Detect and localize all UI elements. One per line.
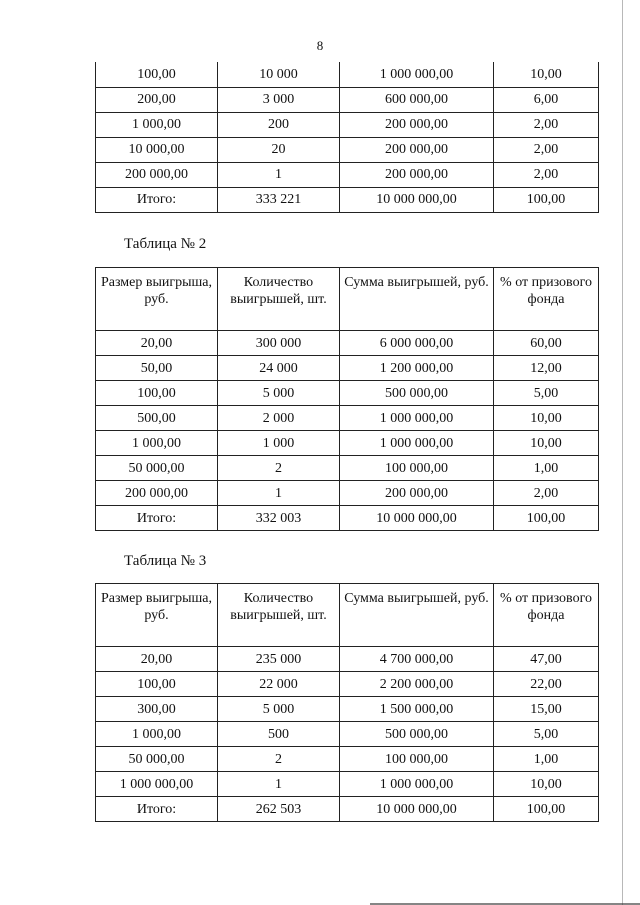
table-total-percent: 100,00 bbox=[494, 187, 599, 212]
column-header-prize-percent: % от призового фонда bbox=[494, 268, 599, 331]
page-number: 8 bbox=[316, 38, 324, 53]
table-cell-prize-size: 1 000,00 bbox=[96, 722, 218, 747]
prize-table-1 bbox=[95, 62, 599, 213]
table-row bbox=[96, 697, 599, 722]
table-cell-prize-sum: 200 000,00 bbox=[340, 112, 494, 137]
table-total-row bbox=[96, 187, 599, 212]
table-total-count: 332 003 bbox=[218, 506, 340, 531]
table-cell-prize-sum: 200 000,00 bbox=[340, 162, 494, 187]
table-cell-prize-count: 2 bbox=[218, 747, 340, 772]
table-cell-prize-percent: 47,00 bbox=[494, 647, 599, 672]
table-cell-prize-count: 20 bbox=[218, 137, 340, 162]
table-row bbox=[96, 381, 599, 406]
table-cell-prize-sum: 1 000 000,00 bbox=[340, 406, 494, 431]
table-total-sum: 10 000 000,00 bbox=[340, 187, 494, 212]
table-cell-prize-sum: 100 000,00 bbox=[340, 456, 494, 481]
table-cell-prize-count: 200 bbox=[218, 112, 340, 137]
table-cell-prize-sum: 600 000,00 bbox=[340, 87, 494, 112]
table-row bbox=[96, 456, 599, 481]
table-cell-prize-sum: 1 200 000,00 bbox=[340, 356, 494, 381]
column-header-prize-size: Размер выигрыша, руб. bbox=[96, 268, 218, 331]
table-cell-prize-size: 100,00 bbox=[96, 62, 218, 87]
prize-table-3-body bbox=[96, 647, 599, 822]
table-cell-prize-size: 200 000,00 bbox=[96, 481, 218, 506]
table-cell-prize-percent: 12,00 bbox=[494, 356, 599, 381]
scan-edge-line bbox=[622, 0, 623, 905]
table-cell-prize-size: 20,00 bbox=[96, 647, 218, 672]
table-cell-prize-sum: 6 000 000,00 bbox=[340, 331, 494, 356]
table-cell-prize-percent: 6,00 bbox=[494, 87, 599, 112]
table-cell-prize-count: 300 000 bbox=[218, 331, 340, 356]
table-cell-prize-percent: 60,00 bbox=[494, 331, 599, 356]
table-row bbox=[96, 162, 599, 187]
table-row bbox=[96, 747, 599, 772]
table-cell-prize-percent: 1,00 bbox=[494, 747, 599, 772]
table-cell-prize-sum: 1 000 000,00 bbox=[340, 772, 494, 797]
table-cell-prize-count: 22 000 bbox=[218, 672, 340, 697]
table-cell-prize-size: 1 000,00 bbox=[96, 431, 218, 456]
table-cell-prize-count: 1 bbox=[218, 772, 340, 797]
table-total-count: 333 221 bbox=[218, 187, 340, 212]
prize-table-2-body bbox=[96, 331, 599, 531]
table-cell-prize-size: 20,00 bbox=[96, 331, 218, 356]
table-cell-prize-count: 500 bbox=[218, 722, 340, 747]
table-total-row bbox=[96, 506, 599, 531]
table-header-row bbox=[96, 268, 599, 331]
table-cell-prize-size: 100,00 bbox=[96, 672, 218, 697]
table-cell-prize-size: 500,00 bbox=[96, 406, 218, 431]
column-header-prize-percent: % от призового фонда bbox=[494, 584, 599, 647]
table-cell-prize-sum: 1 500 000,00 bbox=[340, 697, 494, 722]
table-cell-prize-size: 50 000,00 bbox=[96, 456, 218, 481]
table-cell-prize-sum: 4 700 000,00 bbox=[340, 647, 494, 672]
table-cell-prize-percent: 1,00 bbox=[494, 456, 599, 481]
table-cell-prize-count: 10 000 bbox=[218, 62, 340, 87]
table-3-caption: Таблица № 3 bbox=[124, 553, 207, 569]
table-cell-prize-count: 2 000 bbox=[218, 406, 340, 431]
table-total-label: Итого: bbox=[96, 506, 218, 531]
table-cell-prize-size: 1 000,00 bbox=[96, 112, 218, 137]
table-cell-prize-percent: 10,00 bbox=[494, 772, 599, 797]
prize-table-1-body bbox=[96, 62, 599, 212]
table-cell-prize-count: 5 000 bbox=[218, 697, 340, 722]
table-cell-prize-percent: 10,00 bbox=[494, 406, 599, 431]
table-2-caption: Таблица № 2 bbox=[124, 236, 207, 252]
table-cell-prize-size: 200,00 bbox=[96, 87, 218, 112]
table-cell-prize-size: 50 000,00 bbox=[96, 747, 218, 772]
table-cell-prize-sum: 2 200 000,00 bbox=[340, 672, 494, 697]
table-row bbox=[96, 331, 599, 356]
table-row bbox=[96, 772, 599, 797]
table-cell-prize-count: 5 000 bbox=[218, 381, 340, 406]
table-cell-prize-count: 1 bbox=[218, 481, 340, 506]
table-total-sum: 10 000 000,00 bbox=[340, 506, 494, 531]
table-cell-prize-size: 300,00 bbox=[96, 697, 218, 722]
table-cell-prize-count: 24 000 bbox=[218, 356, 340, 381]
table-cell-prize-percent: 15,00 bbox=[494, 697, 599, 722]
prize-table-3 bbox=[95, 583, 599, 822]
column-header-prize-size: Размер выигрыша, руб. bbox=[96, 584, 218, 647]
table-header-row bbox=[96, 584, 599, 647]
table-cell-prize-size: 1 000 000,00 bbox=[96, 772, 218, 797]
table-cell-prize-percent: 10,00 bbox=[494, 62, 599, 87]
prize-table-2 bbox=[95, 267, 599, 531]
table-cell-prize-sum: 200 000,00 bbox=[340, 137, 494, 162]
column-header-prize-count: Количество выигрышей, шт. bbox=[218, 268, 340, 331]
table-total-percent: 100,00 bbox=[494, 506, 599, 531]
table-total-percent: 100,00 bbox=[494, 797, 599, 822]
table-cell-prize-size: 10 000,00 bbox=[96, 137, 218, 162]
table-cell-prize-size: 200 000,00 bbox=[96, 162, 218, 187]
table-cell-prize-count: 235 000 bbox=[218, 647, 340, 672]
table-cell-prize-count: 1 000 bbox=[218, 431, 340, 456]
table-row bbox=[96, 722, 599, 747]
column-header-prize-sum: Сумма выигрышей, руб. bbox=[340, 268, 494, 331]
table-row bbox=[96, 672, 599, 697]
table-cell-prize-sum: 1 000 000,00 bbox=[340, 431, 494, 456]
table-cell-prize-percent: 2,00 bbox=[494, 481, 599, 506]
table-row bbox=[96, 647, 599, 672]
table-cell-prize-size: 50,00 bbox=[96, 356, 218, 381]
table-cell-prize-percent: 2,00 bbox=[494, 162, 599, 187]
table-row bbox=[96, 137, 599, 162]
table-row bbox=[96, 481, 599, 506]
table-cell-prize-sum: 500 000,00 bbox=[340, 381, 494, 406]
table-cell-prize-count: 1 bbox=[218, 162, 340, 187]
table-cell-prize-count: 3 000 bbox=[218, 87, 340, 112]
table-cell-prize-sum: 1 000 000,00 bbox=[340, 62, 494, 87]
table-total-sum: 10 000 000,00 bbox=[340, 797, 494, 822]
table-cell-prize-percent: 22,00 bbox=[494, 672, 599, 697]
table-row bbox=[96, 431, 599, 456]
table-total-label: Итого: bbox=[96, 187, 218, 212]
table-cell-prize-sum: 100 000,00 bbox=[340, 747, 494, 772]
table-cell-prize-percent: 5,00 bbox=[494, 381, 599, 406]
table-row bbox=[96, 62, 599, 87]
prize-table-2-header bbox=[96, 268, 599, 331]
table-cell-prize-count: 2 bbox=[218, 456, 340, 481]
table-cell-prize-sum: 200 000,00 bbox=[340, 481, 494, 506]
table-row bbox=[96, 356, 599, 381]
table-cell-prize-percent: 2,00 bbox=[494, 112, 599, 137]
table-row bbox=[96, 406, 599, 431]
table-row bbox=[96, 87, 599, 112]
column-header-prize-sum: Сумма выигрышей, руб. bbox=[340, 584, 494, 647]
table-total-row bbox=[96, 797, 599, 822]
table-row bbox=[96, 112, 599, 137]
table-cell-prize-size: 100,00 bbox=[96, 381, 218, 406]
prize-table-3-header bbox=[96, 584, 599, 647]
table-cell-prize-sum: 500 000,00 bbox=[340, 722, 494, 747]
table-cell-prize-percent: 10,00 bbox=[494, 431, 599, 456]
column-header-prize-count: Количество выигрышей, шт. bbox=[218, 584, 340, 647]
table-total-count: 262 503 bbox=[218, 797, 340, 822]
table-cell-prize-percent: 5,00 bbox=[494, 722, 599, 747]
table-total-label: Итого: bbox=[96, 797, 218, 822]
table-cell-prize-percent: 2,00 bbox=[494, 137, 599, 162]
